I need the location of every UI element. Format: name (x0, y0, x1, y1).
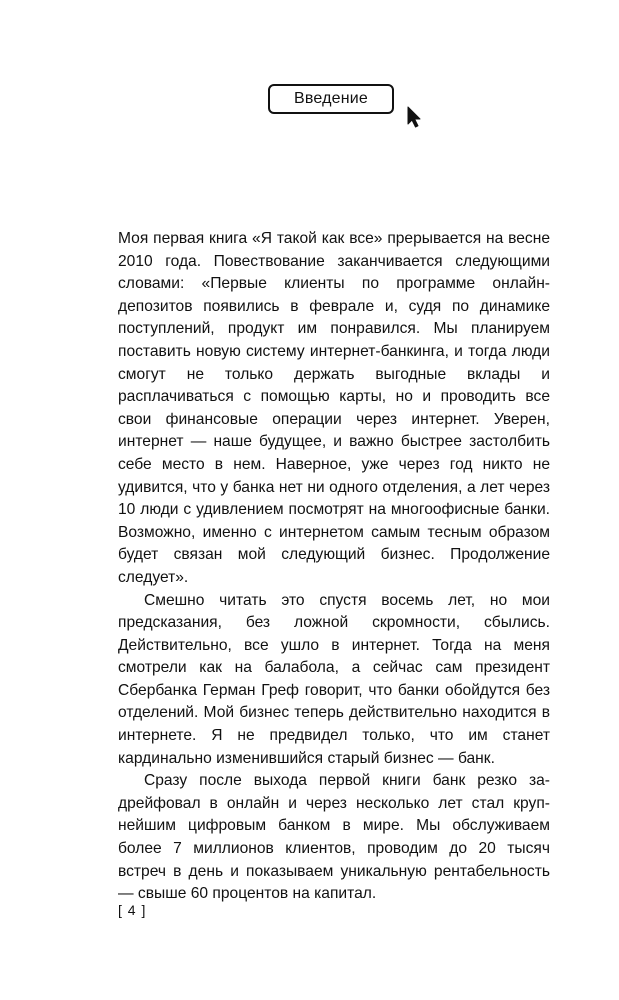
mouse-pointer-arrow-icon (407, 106, 423, 128)
page-number: [ 4 ] (118, 902, 147, 918)
body-text (118, 228, 550, 906)
paragraph-3: Сразу после выхода первой книги банк резко задрейфовал в онлайн и через несколько лет стал крупнейшим цифровым банком в мире. Мы обслуживаем более 7 миллионов клиентов, проводим до 20 тысяч встреч в день и показываем уникальную рентабельность — свыше 60 процентов на капитал. (118, 772, 550, 903)
chapter-title-box (268, 84, 394, 114)
paragraph-1: Моя первая книга «Я такой как все» прерывается на весне 2010 года. Повествование заканчивается следующими словами: «Первые клиенты по программе онлайн-депозитов появились в феврале и, судя по динамике поступлений, продукт им понравился. Мы планируем поставить новую систему интернет-банкинга, и тогда люди смогут не только держать выгодные вклады и расплачиваться с помощью карты, но и проводить все свои финансовые операции через интернет. Уверен, интернет — наше будущее, и важно быстрее застолбить себе место в нем. Наверное, уже через год никто не удивится, что у банка нет ни одного отделения, а лет через 10 люди с удивлением посмотрят на многоофисные банки. Возможно, именно с интернетом самым тесным образом будет связан мой следующий бизнес. Продолжение следует». (118, 230, 550, 586)
chapter-title: Введение (293, 90, 369, 107)
paragraph-2: Смешно читать это спустя восемь лет, но мои предсказания, без ложной скромности, сбылись. Действительно, все ушло в интернет. Тогда на меня смотрели как на балабола, а сейчас сам президент Сбербанка Герман Греф говорит, что банки обойдутся без отделений. Мой бизнес теперь действительно находится в интернете. Я не предвидел только, что им станет кардинально изменившийся старый бизнес — банк. (118, 591, 550, 767)
